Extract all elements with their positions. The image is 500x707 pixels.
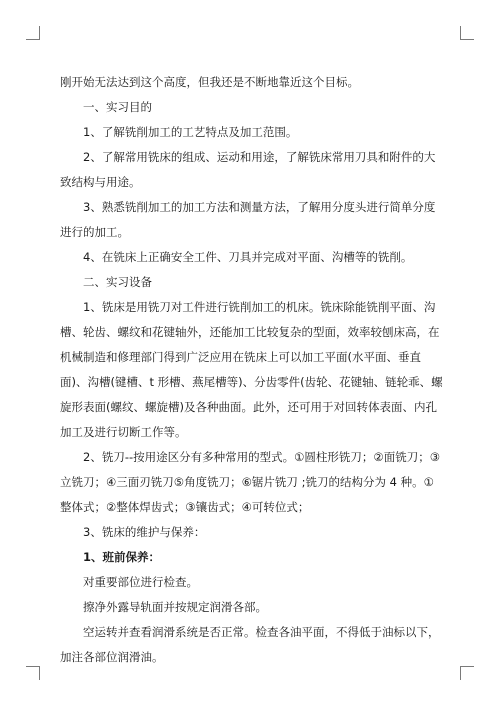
paragraph-idle-run: 空运转并查看润滑系统是否正常。检查各油平面，不得低于油标以下，加注各部位润滑油。 bbox=[60, 625, 440, 664]
paragraph-purpose-1: 1、了解铣削加工的工艺特点及加工范围。 bbox=[83, 125, 298, 139]
paragraph-equipment-2: 2、铣刀--按用途区分有多种常用的型式。①圆柱形铣刀；②面铣刀；③立铣刀；④三面刃铣刀⑤角度铣刀；⑥锯片铣刀 ;铣刀的结构分为 4 种。①整体式；②整体焊齿式；③镶齿式；④可转位式； bbox=[60, 450, 441, 514]
paragraph-purpose-4: 4、在铣床上正确安全工件、刀具并完成对平面、沟槽等的铣削。 bbox=[83, 250, 413, 264]
paragraph-equipment-1: 1、铣床是用铣刀对工件进行铣削加工的机床。铣床除能铣削平面、沟槽、轮齿、螺纹和花键轴外，还能加工比较复杂的型面，效率较刨床高，在机械制造和修理部门得到广泛应用在铣床上可以加工平面(水平面、垂直面)、沟槽(键槽、t 形槽、燕尾槽等)、分齿零件(齿轮、花键轴、链轮乖、螺旋形表面(螺纹、螺旋槽)及各种曲面。此外，还可用于对回转体表面、内孔加工及进行切断工作等。 bbox=[60, 300, 443, 439]
paragraph-purpose-2: 2、了解常用铣床的组成、运动和用途，了解铣床常用刀具和附件的大致结构与用途。 bbox=[60, 150, 436, 189]
paragraph-wipe: 擦净外露导轨面并按规定润滑各部。 bbox=[83, 600, 267, 614]
section-heading-purpose: 一、实习目的 bbox=[83, 100, 152, 114]
paragraph-purpose-3: 3、熟悉铣削加工的加工方法和测量方法，了解用分度头进行简单分度进行的加工。 bbox=[60, 200, 436, 239]
subheading-pre-shift: 1、班前保养： bbox=[83, 550, 161, 564]
paragraph-equipment-3: 3、铣床的维护与保养： bbox=[83, 525, 206, 539]
document-body bbox=[60, 70, 444, 670]
paragraph-continuation: 刚开始无法达到这个高度，但我还是不断地靠近这个目标。 bbox=[60, 75, 359, 89]
section-heading-equipment: 二、实习设备 bbox=[83, 275, 152, 289]
paragraph-check: 对重要部位进行检查。 bbox=[83, 575, 198, 589]
